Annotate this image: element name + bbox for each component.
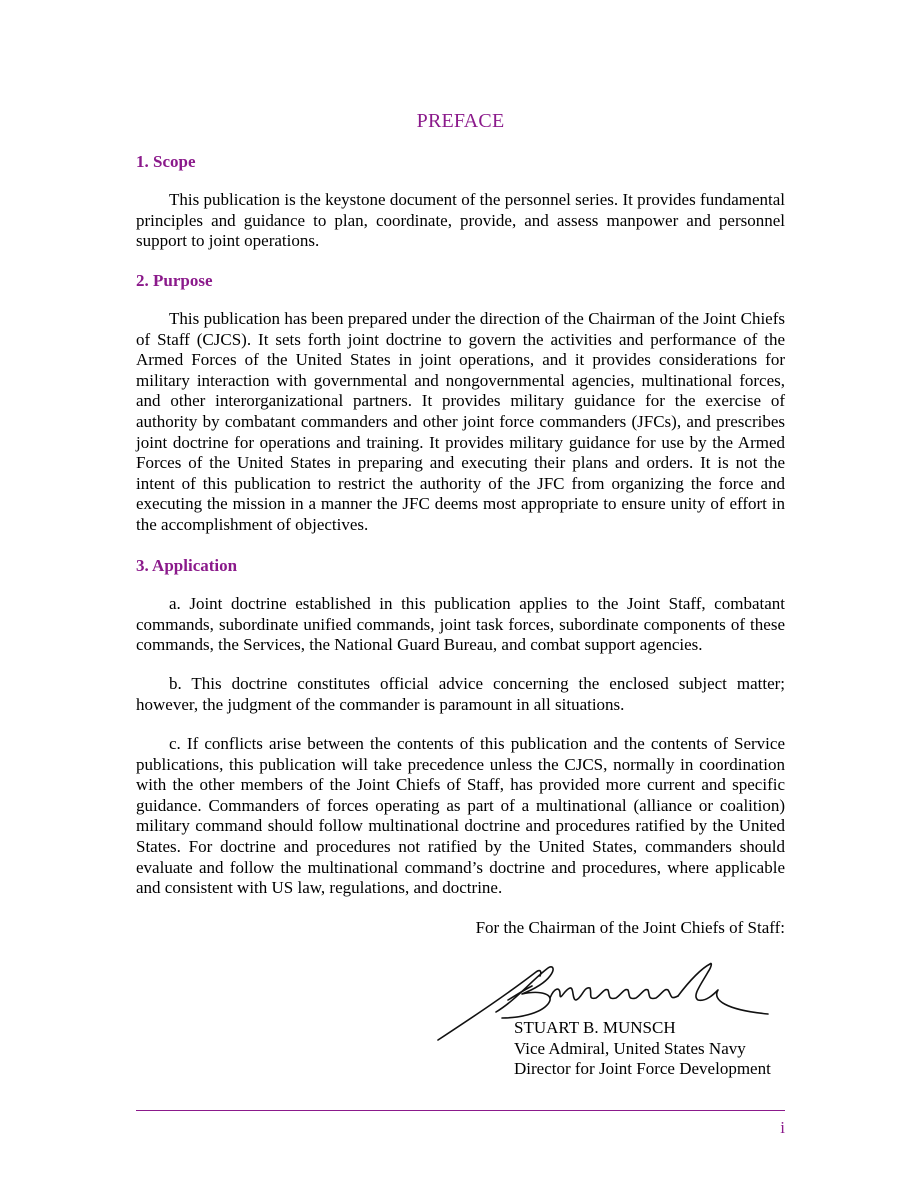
scope-paragraph: This publication is the keystone document of the personnel series. It provides fundamental principles and guidance to plan, coordinate, provide, and assess manpower and personnel support to joint operations.: [136, 190, 785, 251]
signature-block: [514, 1018, 771, 1080]
signatory-rank: Vice Admiral, United States Navy: [514, 1038, 746, 1058]
application-paragraph-c: c. If conflicts arise between the contents of this publication and the contents of Service publications, this publication will take precedence unless the CJCS, normally in coordination with the other members of the Joint Chiefs of Staff, has provided more current and specific guidance. Commanders of forces operating as part of a multinational (alliance or coalition) military command should follow multinational doctrine and procedures ratified by the United States. For doctrine and procedures not ratified by the United States, commanders should evaluate and follow the multinational command’s doctrine and procedures, where applicable and consistent with US law, regulations, and doctrine.: [136, 734, 785, 898]
section-heading-purpose: 2. Purpose: [136, 271, 213, 290]
footer-rule: [136, 1110, 785, 1111]
section-heading-scope: 1. Scope: [136, 152, 196, 171]
application-paragraph-b: b. This doctrine constitutes official advice concerning the enclosed subject matter; however, the judgment of the commander is paramount in all situations.: [136, 674, 785, 714]
signatory-name: STUART B. MUNSCH: [514, 1018, 676, 1037]
page-number: i: [780, 1118, 785, 1137]
closing-line: For the Chairman of the Joint Chiefs of Staff:: [475, 918, 785, 937]
application-paragraph-a: a. Joint doctrine established in this publication applies to the Joint Staff, combatant commands, subordinate unified commands, joint task forces, subordinate components of these commands, the Services, the National Guard Bureau, and combat support agencies.: [136, 594, 785, 655]
purpose-paragraph: This publication has been prepared under the direction of the Chairman of the Joint Chiefs of Staff (CJCS). It sets forth joint doctrine to govern the activities and performance of the Armed Forces of the United States in joint operations, and it provides considerations for military interaction with governmental and nongovernmental agencies, multinational forces, and other interorganizational partners. It provides military guidance for the exercise of authority by combatant commanders and other joint force commanders (JFCs), and prescribes joint doctrine for operations and training. It provides military guidance for use by the Armed Forces of the United States in preparing and executing their plans and orders. It is not the intent of this publication to restrict the authority of the JFC from organizing the force and executing the mission in a manner the JFC deems most appropriate to ensure unity of effort in the accomplishment of objectives.: [136, 309, 785, 534]
section-heading-application: 3. Application: [136, 556, 238, 575]
page-title: PREFACE: [416, 110, 505, 132]
signatory-position: Director for Joint Force Development: [514, 1059, 771, 1078]
